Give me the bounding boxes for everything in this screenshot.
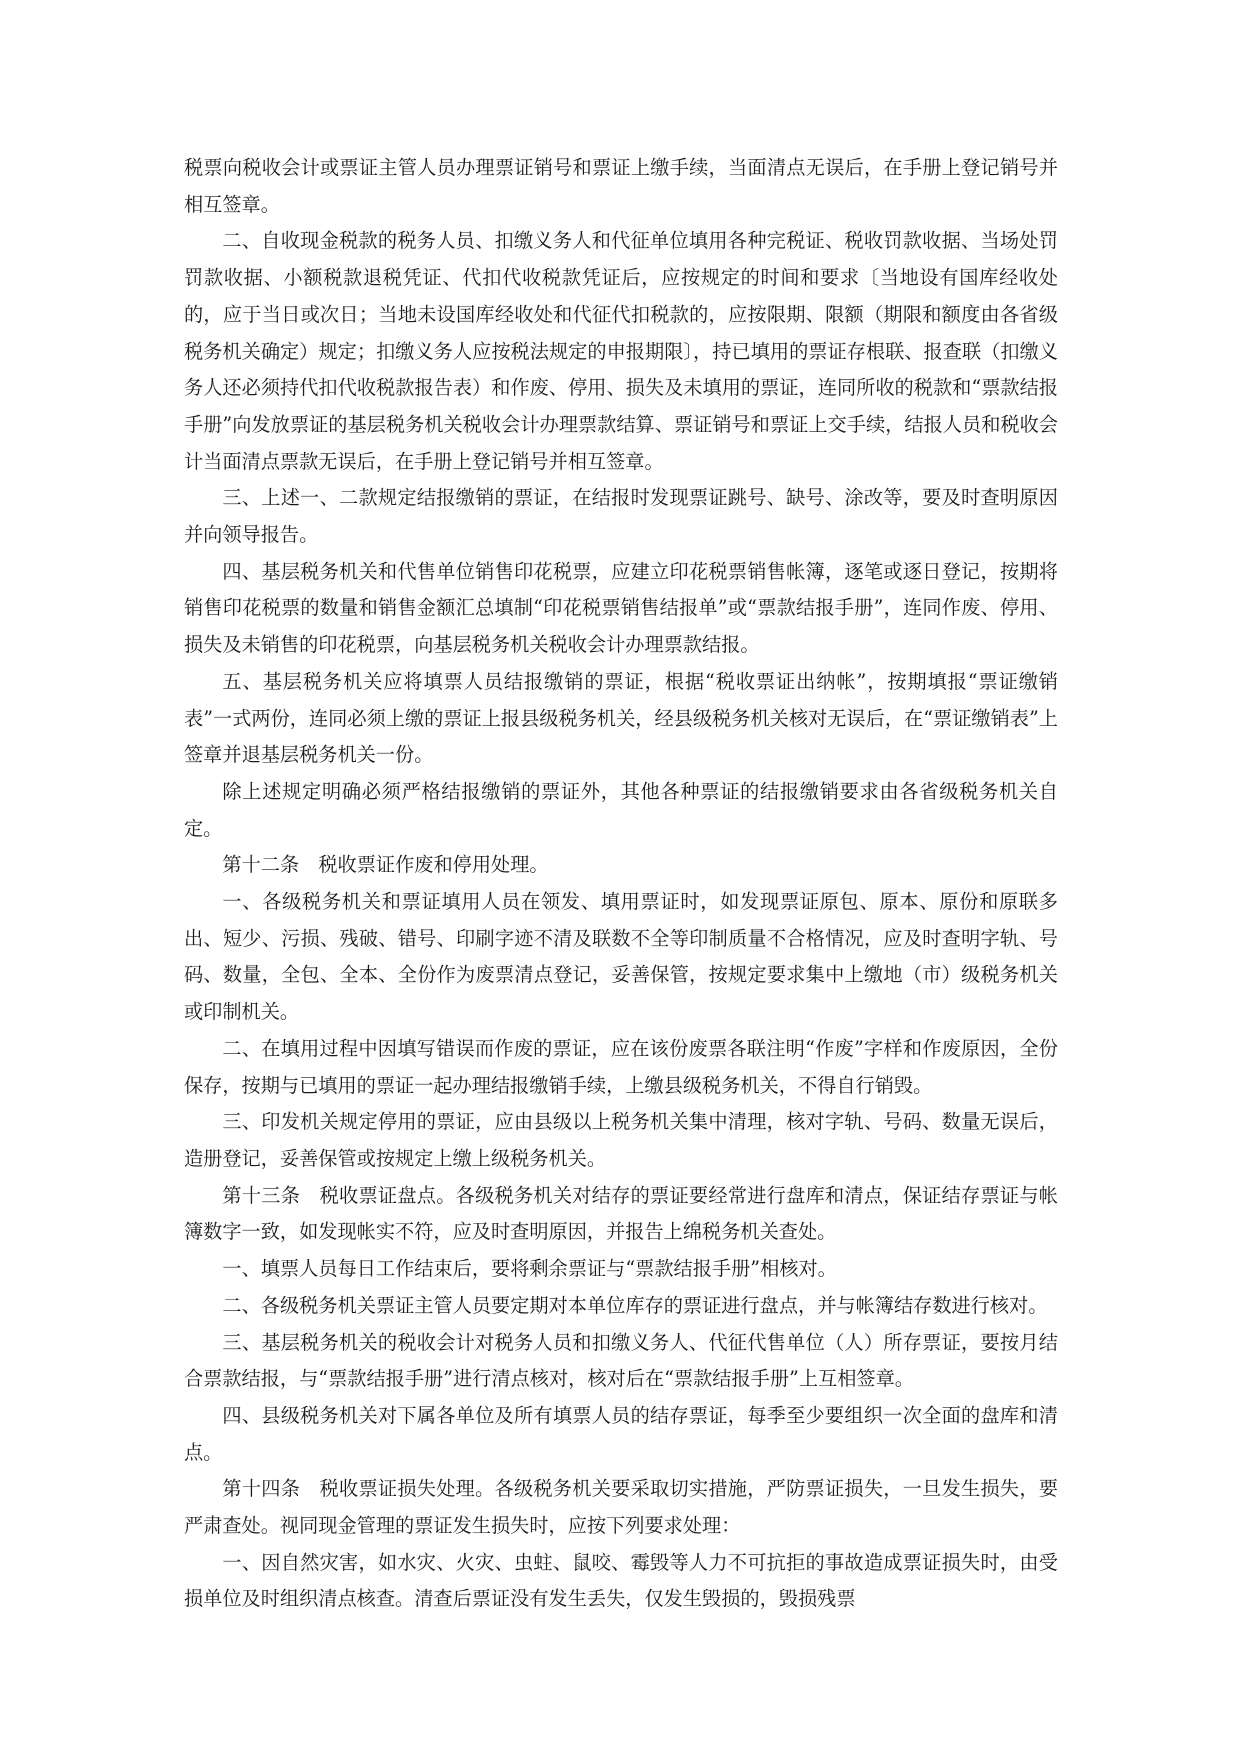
paragraph-art14-item-1: 一、因自然灾害，如水灾、火灾、虫蛀、鼠咬、霉毁等人力不可抗拒的事故造成票证损失时，由受损单位及时组织清点核查。清查后票证没有发生丢失，仅发生毁损的，毁损残票 — [184, 1550, 1058, 1611]
paragraph-item-4: 四、基层税务机关和代售单位销售印花税票，应建立印花税票销售帐簿，逐笔或逐日登记，按期将销售印花税票的数量和销售金额汇总填制“印花税票销售结报单”或“票款结报手册”，连同作废、停用、损失及未销售的印花税票，向基层税务机关税收会计办理票款结报。 — [184, 559, 1058, 657]
paragraph-note: 除上述规定明确必须严格结报缴销的票证外，其他各种票证的结报缴销要求由各省级税务机关自定。 — [184, 779, 1058, 840]
article-12-heading: 第十二条 税收票证作废和停用处理。 — [222, 853, 549, 877]
paragraph-continuation: 税票向税收会计或票证主管人员办理票证销号和票证上缴手续，当面清点无误后，在手册上登记销号并相互签章。 — [184, 156, 1058, 216]
document-page — [184, 150, 1058, 1618]
paragraph-item-3: 三、上述一、二款规定结报缴销的票证，在结报时发现票证跳号、缺号、涂改等，要及时查明原因并向领导报告。 — [184, 486, 1058, 547]
paragraph-item-2: 二、自收现金税款的税务人员、扣缴义务人和代征单位填用各种完税证、税收罚款收据、当场处罚罚款收据、小额税款退税凭证、代扣代收税款凭证后，应按规定的时间和要求〔当地设有国库经收处的，应于当日或次日；当地未设国库经收处和代征代扣税款的，应按限期、限额（期限和额度由各省级税务机关确定）规定；扣缴义务人应按税法规定的申报期限〕，持已填用的票证存根联、报查联（扣缴义务人还必须持代扣代收税款报告表）和作废、停用、损失及未填用的票证，连同所收的税款和“票款结报手册”向发放票证的基层税务机关税收会计办理票款结算、票证销号和票证上交手续，结报人员和税收会计当面清点票款无误后，在手册上登记销号并相互签章。 — [184, 229, 1058, 473]
paragraph-art12-item-1: 一、各级税务机关和票证填用人员在领发、填用票证时，如发现票证原包、原本、原份和原联多出、短少、污损、残破、错号、印刷字迹不清及联数不全等印制质量不合格情况，应及时查明字轨、号码、数量，全包、全本、全份作为废票清点登记，妥善保管，按规定要求集中上缴地（市）级税务机关或印制机关。 — [184, 890, 1058, 1024]
paragraph-art13-item-1: 一、填票人员每日工作结束后，要将剩余票证与“票款结报手册”相核对。 — [222, 1257, 837, 1281]
paragraph-item-5: 五、基层税务机关应将填票人员结报缴销的票证，根据“税收票证出纳帐”，按期填报“票证缴销表”一式两份，连同必须上缴的票证上报县级税务机关，经县级税务机关核对无误后，在“票证缴销表”上签章并退基层税务机关一份。 — [184, 669, 1058, 767]
paragraph-art12-item-3: 三、印发机关规定停用的票证，应由县级以上税务机关集中清理，核对字轨、号码、数量无误后，造册登记，妥善保管或按规定上缴上级税务机关。 — [184, 1110, 1058, 1170]
paragraph-art13-item-4: 四、县级税务机关对下属各单位及所有填票人员的结存票证，每季至少要组织一次全面的盘库和清点。 — [184, 1403, 1058, 1464]
paragraph-art12-item-2: 二、在填用过程中因填写错误而作废的票证，应在该份废票各联注明“作废”字样和作废原因，全份保存，按期与已填用的票证一起办理结报缴销手续，上缴县级税务机关，不得自行销毁。 — [184, 1036, 1058, 1097]
article-14-paragraph: 第十四条 税收票证损失处理。各级税务机关要采取切实措施，严防票证损失，一旦发生损失，要严肃查处。视同现金管理的票证发生损失时，应按下列要求处理： — [184, 1477, 1058, 1538]
paragraph-art13-item-2: 二、各级税务机关票证主管人员要定期对本单位库存的票证进行盘点，并与帐簿结存数进行核对。 — [222, 1293, 1048, 1317]
article-13-paragraph: 第十三条 税收票证盘点。各级税务机关对结存的票证要经常进行盘库和清点，保证结存票证与帐簿数字一致，如发现帐实不符，应及时查明原因，并报告上绵税务机关查处。 — [184, 1183, 1058, 1244]
paragraph-art13-item-3: 三、基层税务机关的税收会计对税务人员和扣缴义务人、代征代售单位（人）所存票证，要按月结合票款结报，与“票款结报手册”进行清点核对，核对后在“票款结报手册”上互相签章。 — [184, 1330, 1058, 1391]
